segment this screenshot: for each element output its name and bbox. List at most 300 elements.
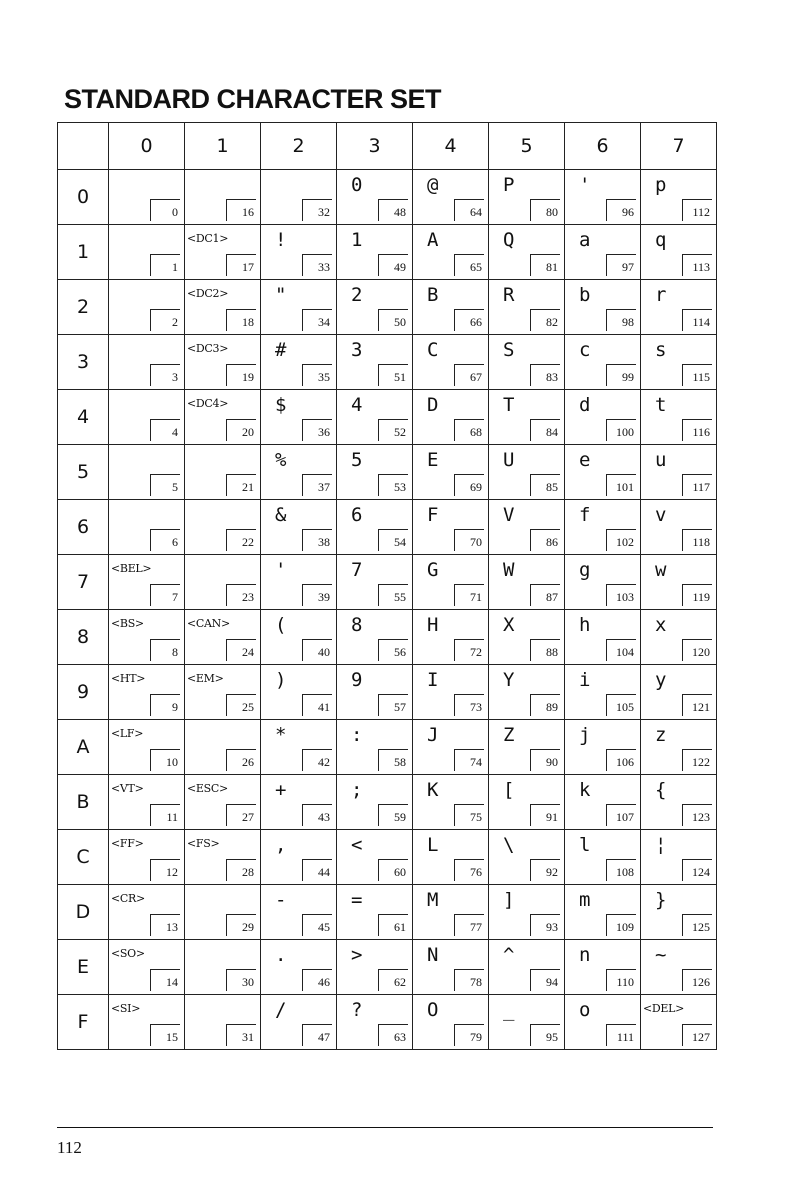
character-set-table (57, 122, 717, 1050)
character-cell (489, 665, 565, 720)
character-glyph: <LF> (111, 727, 144, 740)
character-cell (337, 225, 413, 280)
character-glyph: J (427, 724, 439, 746)
character-glyph: <SI> (111, 1002, 141, 1015)
character-cell (337, 610, 413, 665)
character-cell (109, 280, 185, 335)
decimal-code: 52 (378, 419, 408, 441)
table-row (58, 610, 717, 665)
decimal-code: 64 (454, 199, 484, 221)
decimal-code: 51 (378, 364, 408, 386)
table-row (58, 665, 717, 720)
character-cell (565, 665, 641, 720)
character-cell (489, 170, 565, 225)
character-cell (261, 170, 337, 225)
character-cell (641, 390, 717, 445)
character-cell (641, 500, 717, 555)
character-cell (109, 830, 185, 885)
table-row (58, 830, 717, 885)
character-cell (565, 610, 641, 665)
decimal-code: 50 (378, 309, 408, 331)
decimal-code: 43 (302, 804, 332, 826)
character-cell (489, 280, 565, 335)
character-cell (413, 995, 489, 1050)
character-glyph: 7 (351, 559, 363, 581)
character-cell (641, 335, 717, 390)
character-glyph: " (275, 284, 287, 306)
decimal-code: 65 (454, 254, 484, 276)
decimal-code: 23 (226, 584, 256, 606)
character-glyph: # (275, 339, 287, 361)
decimal-code: 72 (454, 639, 484, 661)
character-glyph: <DC1> (187, 232, 229, 245)
character-cell (489, 940, 565, 995)
decimal-code: 89 (530, 694, 560, 716)
decimal-code: 93 (530, 914, 560, 936)
decimal-code: 58 (378, 749, 408, 771)
character-glyph: Q (503, 229, 515, 251)
character-cell (337, 720, 413, 775)
decimal-code: 80 (530, 199, 560, 221)
character-glyph: O (427, 999, 439, 1021)
character-glyph: Y (503, 669, 515, 691)
character-glyph: <EM> (187, 672, 224, 685)
decimal-code: 40 (302, 639, 332, 661)
decimal-code: 24 (226, 639, 256, 661)
character-glyph: <HT> (111, 672, 146, 685)
character-glyph: , (275, 834, 287, 856)
character-glyph: <DC3> (187, 342, 229, 355)
character-glyph: a (579, 229, 591, 251)
row-header: 0 (58, 170, 109, 225)
character-cell (261, 335, 337, 390)
character-glyph: ' (579, 174, 591, 196)
character-glyph: v (655, 504, 667, 526)
character-glyph: F (427, 504, 439, 526)
character-cell (565, 995, 641, 1050)
character-cell (337, 665, 413, 720)
row-header: D (58, 885, 109, 940)
character-glyph: 0 (351, 174, 363, 196)
decimal-code: 0 (150, 199, 180, 221)
character-cell (185, 445, 261, 500)
character-cell (565, 830, 641, 885)
decimal-code: 35 (302, 364, 332, 386)
character-glyph: j (579, 724, 591, 746)
character-glyph: P (503, 174, 515, 196)
character-glyph: t (655, 394, 667, 416)
table-row (58, 390, 717, 445)
decimal-code: 26 (226, 749, 256, 771)
character-cell (337, 995, 413, 1050)
table-row (58, 170, 717, 225)
character-glyph: q (655, 229, 667, 251)
decimal-code: 61 (378, 914, 408, 936)
character-glyph: _ (503, 999, 515, 1021)
decimal-code: 20 (226, 419, 256, 441)
table-body (58, 170, 717, 1050)
decimal-code: 15 (150, 1024, 180, 1046)
character-cell (641, 665, 717, 720)
decimal-code: 123 (682, 804, 712, 826)
character-cell (261, 390, 337, 445)
decimal-code: 82 (530, 309, 560, 331)
character-glyph: < (351, 834, 363, 856)
decimal-code: 67 (454, 364, 484, 386)
decimal-code: 117 (682, 474, 712, 496)
table-row (58, 940, 717, 995)
decimal-code: 49 (378, 254, 408, 276)
character-glyph: x (655, 614, 667, 636)
character-cell (337, 500, 413, 555)
decimal-code: 94 (530, 969, 560, 991)
character-glyph: <FF> (111, 837, 144, 850)
decimal-code: 60 (378, 859, 408, 881)
decimal-code: 73 (454, 694, 484, 716)
character-cell (261, 830, 337, 885)
decimal-code: 125 (682, 914, 712, 936)
decimal-code: 71 (454, 584, 484, 606)
decimal-code: 18 (226, 309, 256, 331)
decimal-code: 92 (530, 859, 560, 881)
character-cell (641, 445, 717, 500)
character-cell (109, 555, 185, 610)
character-glyph: > (351, 944, 363, 966)
decimal-code: 68 (454, 419, 484, 441)
character-glyph: ] (503, 889, 515, 911)
character-cell (337, 335, 413, 390)
character-cell (185, 610, 261, 665)
decimal-code: 63 (378, 1024, 408, 1046)
row-header: 5 (58, 445, 109, 500)
character-cell (109, 390, 185, 445)
decimal-code: 37 (302, 474, 332, 496)
character-glyph: : (351, 724, 363, 746)
decimal-code: 70 (454, 529, 484, 551)
decimal-code: 116 (682, 419, 712, 441)
decimal-code: 95 (530, 1024, 560, 1046)
decimal-code: 66 (454, 309, 484, 331)
character-cell (413, 225, 489, 280)
character-cell (413, 665, 489, 720)
character-cell (641, 610, 717, 665)
character-cell (641, 885, 717, 940)
row-header: 6 (58, 500, 109, 555)
row-header: A (58, 720, 109, 775)
decimal-code: 25 (226, 694, 256, 716)
character-cell (641, 775, 717, 830)
decimal-code: 30 (226, 969, 256, 991)
decimal-code: 62 (378, 969, 408, 991)
character-cell (565, 940, 641, 995)
character-glyph: $ (275, 394, 287, 416)
character-cell (185, 555, 261, 610)
row-header: F (58, 995, 109, 1050)
decimal-code: 13 (150, 914, 180, 936)
character-cell (413, 940, 489, 995)
character-cell (261, 555, 337, 610)
character-glyph: e (579, 449, 591, 471)
character-glyph: V (503, 504, 515, 526)
character-glyph: A (427, 229, 439, 251)
decimal-code: 59 (378, 804, 408, 826)
character-cell (413, 445, 489, 500)
character-cell (109, 500, 185, 555)
character-glyph: o (579, 999, 591, 1021)
character-cell (641, 830, 717, 885)
character-glyph: / (275, 999, 287, 1021)
character-glyph: d (579, 394, 591, 416)
decimal-code: 32 (302, 199, 332, 221)
character-glyph: <SO> (111, 947, 145, 960)
character-glyph: <DC2> (187, 287, 229, 300)
character-glyph: s (655, 339, 667, 361)
character-cell (337, 390, 413, 445)
character-glyph: W (503, 559, 515, 581)
character-cell (641, 555, 717, 610)
character-glyph: h (579, 614, 591, 636)
character-cell (641, 720, 717, 775)
character-cell (185, 170, 261, 225)
character-cell (185, 885, 261, 940)
character-cell (261, 940, 337, 995)
character-cell (109, 775, 185, 830)
character-glyph: <CR> (111, 892, 145, 905)
character-cell (185, 225, 261, 280)
table-row (58, 885, 717, 940)
character-glyph: <BS> (111, 617, 144, 630)
character-cell (565, 885, 641, 940)
row-header: 2 (58, 280, 109, 335)
table-row (58, 720, 717, 775)
decimal-code: 45 (302, 914, 332, 936)
character-glyph: E (427, 449, 439, 471)
character-glyph: ? (351, 999, 363, 1021)
decimal-code: 8 (150, 639, 180, 661)
character-cell (109, 940, 185, 995)
decimal-code: 4 (150, 419, 180, 441)
decimal-code: 120 (682, 639, 712, 661)
decimal-code: 90 (530, 749, 560, 771)
row-header: E (58, 940, 109, 995)
character-glyph: u (655, 449, 667, 471)
character-cell (489, 720, 565, 775)
decimal-code: 34 (302, 309, 332, 331)
character-glyph: <VT> (111, 782, 144, 795)
character-glyph: r (655, 284, 667, 306)
footer-rule (57, 1127, 713, 1128)
character-glyph: { (655, 779, 667, 801)
character-cell (565, 720, 641, 775)
decimal-code: 81 (530, 254, 560, 276)
character-cell (261, 720, 337, 775)
character-glyph: <DC4> (187, 397, 229, 410)
character-cell (185, 390, 261, 445)
decimal-code: 103 (606, 584, 636, 606)
character-cell (185, 280, 261, 335)
character-glyph: @ (427, 174, 439, 196)
table-row (58, 280, 717, 335)
row-header: 4 (58, 390, 109, 445)
character-glyph: ¦ (655, 834, 667, 856)
decimal-code: 21 (226, 474, 256, 496)
decimal-code: 46 (302, 969, 332, 991)
character-glyph: . (275, 944, 287, 966)
decimal-code: 108 (606, 859, 636, 881)
table-row (58, 995, 717, 1050)
character-cell (641, 225, 717, 280)
character-cell (413, 885, 489, 940)
column-header: 4 (413, 123, 489, 170)
character-cell (413, 555, 489, 610)
decimal-code: 121 (682, 694, 712, 716)
decimal-code: 85 (530, 474, 560, 496)
character-cell (413, 610, 489, 665)
character-glyph: y (655, 669, 667, 691)
row-header: 1 (58, 225, 109, 280)
decimal-code: 48 (378, 199, 408, 221)
character-cell (109, 170, 185, 225)
character-glyph: T (503, 394, 515, 416)
decimal-code: 104 (606, 639, 636, 661)
table-row (58, 445, 717, 500)
decimal-code: 3 (150, 364, 180, 386)
column-header-row (58, 123, 717, 170)
character-glyph: p (655, 174, 667, 196)
decimal-code: 2 (150, 309, 180, 331)
decimal-code: 97 (606, 254, 636, 276)
decimal-code: 22 (226, 529, 256, 551)
character-glyph: [ (503, 779, 515, 801)
decimal-code: 74 (454, 749, 484, 771)
column-header: 3 (337, 123, 413, 170)
decimal-code: 31 (226, 1024, 256, 1046)
character-cell (185, 665, 261, 720)
decimal-code: 84 (530, 419, 560, 441)
table-corner (58, 123, 109, 170)
decimal-code: 44 (302, 859, 332, 881)
character-cell (565, 555, 641, 610)
column-header: 5 (489, 123, 565, 170)
row-header: C (58, 830, 109, 885)
character-cell (109, 610, 185, 665)
character-cell (109, 445, 185, 500)
character-cell (489, 500, 565, 555)
decimal-code: 77 (454, 914, 484, 936)
decimal-code: 57 (378, 694, 408, 716)
character-cell (413, 280, 489, 335)
character-cell (261, 885, 337, 940)
decimal-code: 96 (606, 199, 636, 221)
decimal-code: 75 (454, 804, 484, 826)
decimal-code: 78 (454, 969, 484, 991)
row-header: 3 (58, 335, 109, 390)
character-glyph: <ESC> (187, 782, 228, 795)
character-cell (565, 775, 641, 830)
character-glyph: n (579, 944, 591, 966)
character-glyph: 3 (351, 339, 363, 361)
column-header: 7 (641, 123, 717, 170)
decimal-code: 109 (606, 914, 636, 936)
character-cell (489, 995, 565, 1050)
row-header: B (58, 775, 109, 830)
decimal-code: 86 (530, 529, 560, 551)
character-cell (413, 390, 489, 445)
character-cell (261, 445, 337, 500)
character-glyph: 1 (351, 229, 363, 251)
character-glyph: ! (275, 229, 287, 251)
character-glyph: C (427, 339, 439, 361)
character-cell (109, 720, 185, 775)
character-cell (413, 830, 489, 885)
character-glyph: ~ (655, 944, 667, 966)
character-cell (489, 885, 565, 940)
decimal-code: 54 (378, 529, 408, 551)
character-glyph: z (655, 724, 667, 746)
decimal-code: 126 (682, 969, 712, 991)
character-cell (337, 280, 413, 335)
character-cell (565, 170, 641, 225)
character-cell (185, 940, 261, 995)
decimal-code: 17 (226, 254, 256, 276)
character-cell (565, 225, 641, 280)
character-glyph: X (503, 614, 515, 636)
character-cell (337, 555, 413, 610)
decimal-code: 14 (150, 969, 180, 991)
decimal-code: 5 (150, 474, 180, 496)
decimal-code: 87 (530, 584, 560, 606)
character-glyph: I (427, 669, 439, 691)
decimal-code: 102 (606, 529, 636, 551)
character-glyph: m (579, 889, 591, 911)
character-cell (489, 610, 565, 665)
character-cell (489, 830, 565, 885)
character-glyph: = (351, 889, 363, 911)
character-cell (109, 885, 185, 940)
character-cell (413, 170, 489, 225)
character-cell (185, 995, 261, 1050)
decimal-code: 29 (226, 914, 256, 936)
decimal-code: 101 (606, 474, 636, 496)
character-cell (109, 225, 185, 280)
decimal-code: 114 (682, 309, 712, 331)
character-glyph: M (427, 889, 439, 911)
decimal-code: 11 (150, 804, 180, 826)
character-cell (565, 335, 641, 390)
character-glyph: B (427, 284, 439, 306)
character-cell (489, 225, 565, 280)
decimal-code: 69 (454, 474, 484, 496)
decimal-code: 113 (682, 254, 712, 276)
character-glyph: 5 (351, 449, 363, 471)
character-cell (185, 335, 261, 390)
character-glyph: S (503, 339, 515, 361)
character-cell (261, 610, 337, 665)
character-glyph: c (579, 339, 591, 361)
page-title: STANDARD CHARACTER SET (64, 84, 441, 114)
decimal-code: 100 (606, 419, 636, 441)
character-glyph: & (275, 504, 287, 526)
character-glyph: * (275, 724, 287, 746)
character-cell (413, 335, 489, 390)
character-cell (185, 830, 261, 885)
character-cell (413, 720, 489, 775)
character-glyph: U (503, 449, 515, 471)
decimal-code: 127 (682, 1024, 712, 1046)
column-header: 0 (109, 123, 185, 170)
character-glyph: Z (503, 724, 515, 746)
character-cell (489, 555, 565, 610)
